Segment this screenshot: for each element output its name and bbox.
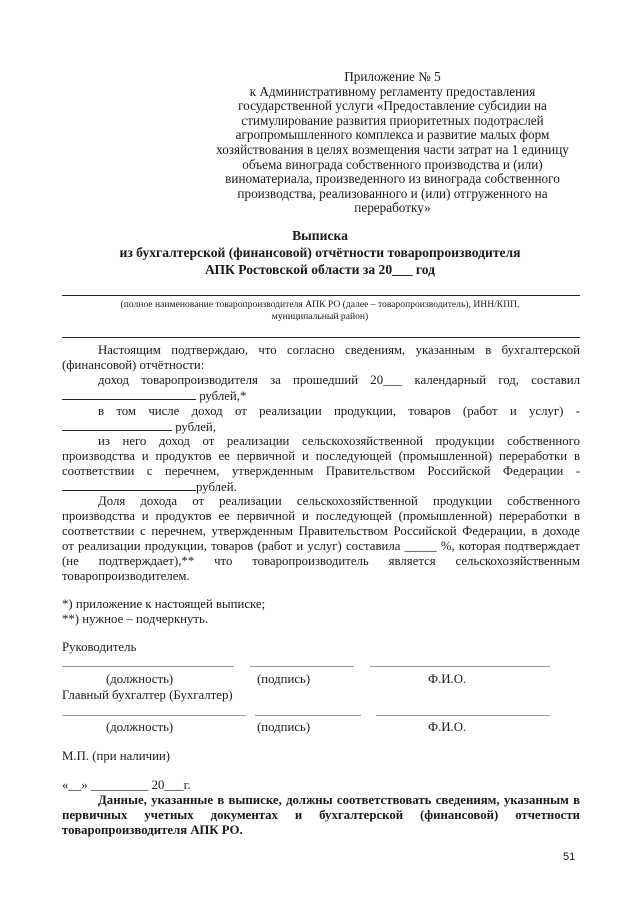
page-number: 51 [563,851,576,863]
head-signature-title: Руководитель [62,640,137,654]
amount-blank [62,388,196,400]
appendix-line: объема винограда собственного производства и (или) [242,156,543,172]
body-text-line: производства и продуктов ее первичной и последующей (промышленной) переработки в [62,509,580,523]
body-text-line: соответствии с перечнем, утвержденным Правительством Российской Федерации, в доходе [62,524,580,538]
appendix-line: агропромышленного комплекса и развитие малых форм [235,127,550,143]
appendix-line: государственной услуги «Предоставление субсидии на [238,98,547,114]
signature-label: (подпись) [257,672,311,686]
title-line-3: АПК Ростовской области за 20___ год [204,262,436,277]
appendix-header [190,70,595,216]
appendix-line: производства, реализованного и (или) отгруженного на [237,185,548,201]
accountant-signature-line [255,715,361,716]
position-label: (должность) [106,720,174,734]
footer-note-line-1: Данные, указанные в выписке, должны соответствовать сведениям, указанным в [98,793,580,807]
body-text-line [62,419,216,434]
fio-label: Ф.И.О. [428,672,467,686]
footer-note-line-3: товаропроизводителя АПК РО. [62,823,243,837]
body-text-line [62,479,237,494]
head-fio-line [370,666,550,667]
appendix-line: виноматериала, произведенного из винограда собственного [225,171,560,187]
appendix-line: стимулирование развития приоритетных подотраслей [241,112,544,128]
body-text: рублей, [175,420,216,434]
body-text-line: производства и продуктов ее первичной и последующей (промышленной) переработки в [62,449,580,463]
appendix-line: Приложение № 5 [344,69,441,84]
body-text-line: (финансовой) отчётности: [62,358,205,372]
body-text-line [62,388,246,403]
body-text-line: товаропроизводителем. [62,569,190,583]
footnote-2: **) нужное – подчеркнуть. [62,612,209,626]
producer-name-line [62,295,580,296]
stamp-note: М.П. (при наличии) [62,749,171,763]
footer-note-line-2: первичных учетных документах и бухгалтерской (финансовой) отчетности [62,808,580,822]
body-paragraph-5: Доля дохода от реализации сельскохозяйственной продукции собственного [98,494,580,508]
amount-blank [62,419,172,431]
appendix-line: переработку» [354,200,431,216]
body-text-line: (не подтверждает),** что товаропроизводитель является сельскохозяйственным [62,554,580,568]
body-paragraph-2: доход товаропроизводителя за прошедший 20___ календарный год, составил [98,373,580,387]
caption-line-1: (полное наименование товаропроизводителя АПК РО (далее – товаропроизводитель), ИНН/КПП, [120,299,520,310]
accountant-fio-line [376,715,550,716]
body-paragraph-3: в том числе доход от реализации продукции, товаров (работ и услуг) - [98,404,580,418]
date-line: «__» _________ 20___г. [62,778,191,792]
accountant-signature-title: Главный бухгалтер (Бухгалтер) [62,688,233,702]
title-line-1: Выписка [292,228,348,243]
body-paragraph-4: из него доход от реализации сельскохозяйственной продукции собственного [98,434,580,448]
body-text: рублей,* [199,389,247,403]
body-text-line: от реализации продукции, товаров (работ и услуг) составила _____ %, которая подтверждает [62,539,580,553]
producer-name-caption [60,299,580,323]
body-paragraph-1: Настоящим подтверждаю, что согласно сведениям, указанным в бухгалтерской [98,343,580,357]
body-text: рублей. [196,480,237,494]
document-title [60,227,580,278]
position-label: (должность) [106,672,174,686]
producer-name-line-2 [62,337,580,338]
amount-blank [62,479,196,491]
footnote-1: *) приложение к настоящей выписке; [62,597,266,611]
head-position-line [62,666,234,667]
appendix-line: хозяйствования в целях возмещения части затрат на 1 единицу [216,141,569,157]
appendix-line: к Административному регламенту предоставления [249,83,536,99]
body-text-line: соответствии с перечнем, утвержденным Правительством Российской Федерации - [62,464,580,478]
signature-label: (подпись) [257,720,311,734]
title-line-2: из бухгалтерской (финансовой) отчётности товаропроизводителя [119,245,521,260]
head-signature-line [250,666,354,667]
accountant-position-line [62,715,246,716]
caption-line-2: муниципальный район) [271,311,369,322]
fio-label: Ф.И.О. [428,720,467,734]
